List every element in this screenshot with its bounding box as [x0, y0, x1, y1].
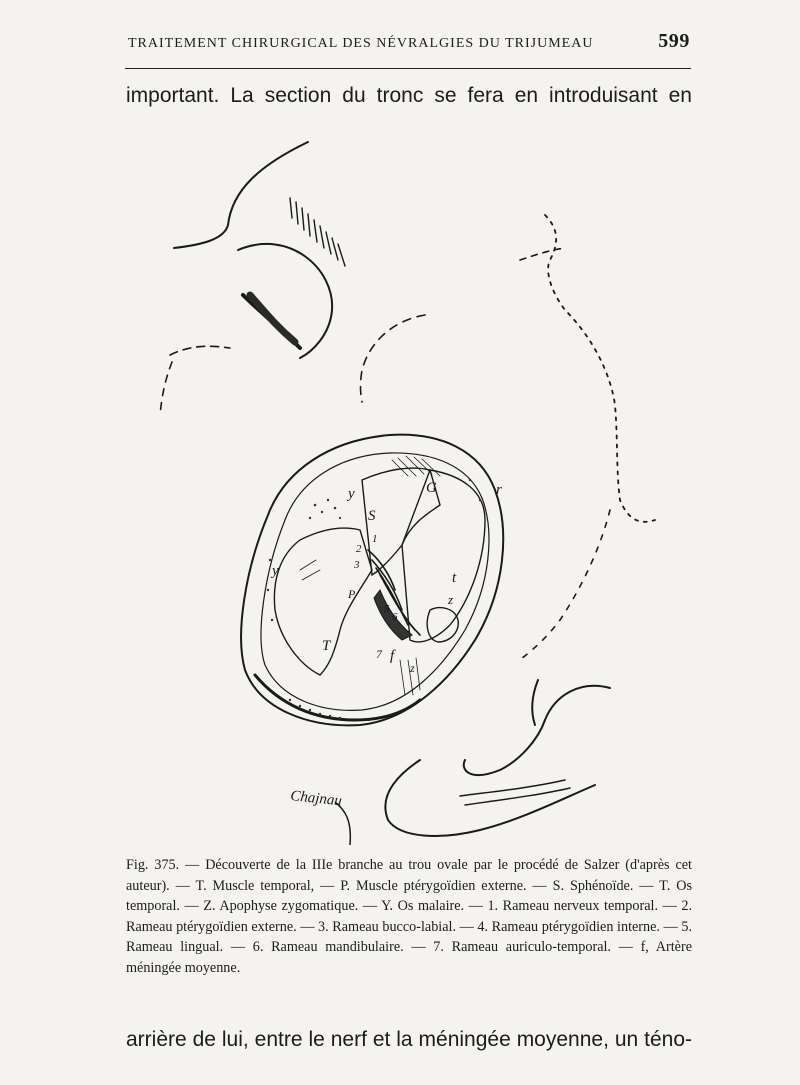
dashed-ear-outline — [545, 215, 655, 522]
running-title: TRAITEMENT CHIRURGICAL DES NÉVRALGIES DU TRIJUMEAU — [128, 36, 594, 51]
running-head — [128, 30, 690, 53]
label-1: 1 — [372, 533, 378, 545]
ear-lobe-curve — [532, 680, 538, 725]
figure-caption — [126, 855, 692, 978]
eyebrow-hatching — [290, 198, 345, 266]
head-outline-forehead — [174, 142, 308, 248]
dashed-contour-left — [170, 346, 230, 355]
label-f: f — [390, 648, 395, 664]
dashed-contour-nose — [361, 315, 426, 402]
label-z-lower: z — [410, 661, 415, 675]
zygomatic-piece — [427, 608, 458, 642]
label-g: G — [426, 480, 437, 496]
label-z: z — [448, 592, 454, 607]
label-y-left: y — [272, 563, 279, 579]
label-y-top: y — [348, 486, 355, 502]
body-text-line-bottom: arrière de lui, entre le nerf et la méningée moyenne, un téno- — [126, 1028, 692, 1051]
dashed-ear-top — [520, 248, 565, 260]
dashed-lower-ear — [520, 510, 610, 660]
label-s: S — [368, 508, 376, 524]
neck-outline — [385, 760, 595, 836]
muscle-striations — [300, 456, 440, 695]
anatomical-illustration — [140, 120, 680, 855]
figure-number: Fig. 375. — [126, 857, 180, 873]
label-t: t — [452, 570, 457, 586]
page-number: 599 — [658, 30, 690, 52]
label-5: 5 — [384, 603, 390, 615]
header-rule — [125, 68, 691, 69]
jaw-outline — [464, 686, 610, 775]
body-text-line-top: important. La section du tronc se fera en introduisant en — [126, 84, 692, 107]
label-2: 2 — [356, 543, 362, 555]
wound-outer-rim — [241, 435, 503, 726]
label-r-top: r — [496, 482, 502, 498]
caption-text: — Découverte de la IIIe branche au trou ovale par le procédé de Salzer (d'après cet auteur). — T. Muscle temporal, — P. Muscle ptérygoïdien externe. — S. Sphénoïde. — T. Os temporal. — Z. Apophyse zygomatique. — Y. Os malaire. — 1. Rameau nerveux temporal. — 2. Rameau ptérygoïdien externe. — 3. Rameau bucco-labial. — 4. Rameau ptérygoïdien interne. — 5. Rameau lingual. — 6. Rameau mandibulaire. — 7. Rameau auriculo-temporal. — f, Artère méningée moyenne. — [126, 857, 692, 976]
eyelid-shadow — [250, 295, 295, 342]
label-t-bottom: T — [322, 638, 331, 654]
label-7: 7 — [376, 647, 382, 661]
label-p: P — [348, 587, 356, 601]
label-3: 3 — [354, 559, 360, 571]
chin-line — [460, 780, 565, 796]
retractor-edge-bottom — [255, 675, 420, 720]
artist-signature: Chajnau — [289, 788, 343, 810]
dashed-contour-cheek — [160, 362, 172, 415]
label-6: 6 — [392, 611, 398, 623]
